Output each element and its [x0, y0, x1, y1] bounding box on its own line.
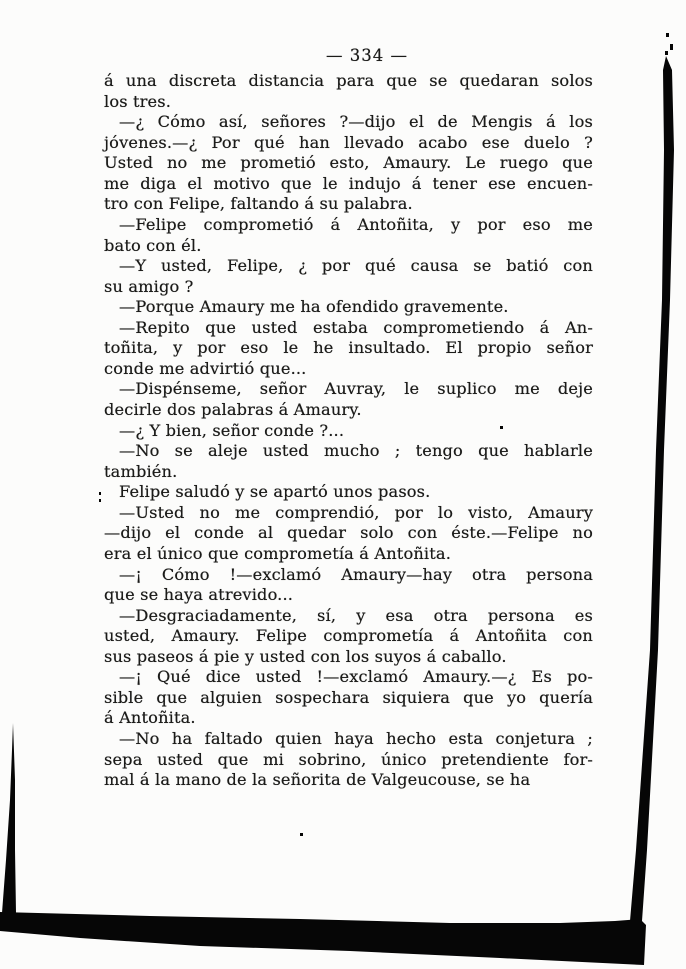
- scan-artifact-left-streak: [2, 723, 16, 913]
- scan-speckle: [666, 33, 669, 37]
- text-line: —Usted no me comprendió, por lo visto, Amaury: [119, 502, 593, 522]
- text-line: toñita, y por eso le he insultado. El propio señor: [104, 338, 593, 358]
- scan-speckle: [670, 44, 673, 50]
- text-line: —No ha faltado quien haya hecho esta conjetura ;: [119, 729, 593, 748]
- text-line: á una discreta distancia para que se quedaran solos: [104, 71, 593, 90]
- scan-artifact-bottom-band: [0, 912, 646, 965]
- text-line: —Porque Amaury me ha ofendido gravemente.: [119, 297, 509, 317]
- text-line: me diga el motivo que le indujo á tener ese encuen-: [104, 173, 593, 193]
- text-line: sible que alguien sospechara siquiera que yo quería: [104, 687, 593, 707]
- text-line: —Desgraciadamente, sí, y esa otra persona es: [119, 605, 593, 625]
- text-line: Felipe saludó y se apartó unos pasos.: [119, 482, 431, 502]
- text-line: —Dispénseme, señor Auvray, le suplico me deje: [119, 379, 593, 399]
- text-line: —¡ Cómo !—exclamó Amaury—hay otra persona: [119, 564, 593, 584]
- text-line: los tres.: [104, 91, 172, 111]
- text-line: —¿ Y bien, señor conde ?...: [119, 420, 345, 440]
- scan-speckle: [300, 833, 303, 836]
- text-line: su amigo ?: [104, 276, 194, 296]
- scan-speckle: [99, 499, 101, 502]
- text-line: sepa usted que mi sobrino, único pretendiente for-: [104, 749, 593, 769]
- text-line: Usted no me prometió esto, Amaury. Le ruego que: [104, 153, 593, 173]
- scan-artifact-right-streak: [630, 56, 674, 921]
- text-line: —dijo el conde al quedar solo con éste.—Felipe no: [104, 523, 593, 543]
- page-number: — 334 —: [326, 46, 408, 65]
- text-line: —Repito que usted estaba comprometiendo á An-: [119, 317, 593, 337]
- text-line: —Y usted, Felipe, ¿ por qué causa se batió con: [119, 256, 593, 276]
- text-line: á Antoñita.: [104, 708, 196, 728]
- text-line: era el único que comprometía á Antoñita.: [104, 543, 451, 563]
- text-line: bato con él.: [104, 235, 202, 255]
- scan-speckle: [99, 492, 101, 495]
- text-line: —No se aleje usted mucho ; tengo que hablarle: [119, 441, 593, 461]
- text-line: sus paseos á pie y usted con los suyos á caballo.: [104, 646, 507, 666]
- text-line: que se haya atrevido...: [104, 585, 294, 605]
- text-line: —¿ Cómo así, señores ?—dijo el de Mengis á los: [119, 112, 593, 132]
- text-line: conde me advirtió que...: [104, 358, 307, 378]
- scan-speckle: [665, 51, 668, 55]
- text-line: jóvenes.—¿ Por qué han llevado acabo ese duelo ?: [104, 132, 593, 152]
- text-line: —¡ Qué dice usted !—exclamó Amaury.—¿ Es po-: [119, 667, 593, 687]
- text-line: tro con Felipe, faltando á su palabra.: [104, 194, 413, 214]
- text-line: usted, Amaury. Felipe comprometía á Antoñita con: [104, 626, 593, 646]
- text-line: mal á la mano de la señorita de Valgeucouse, se ha: [104, 770, 531, 790]
- text-line: también.: [104, 461, 178, 481]
- text-line: decirle dos palabras á Amaury.: [104, 400, 362, 419]
- text-line: —Felipe comprometió á Antoñita, y por eso me: [119, 214, 593, 234]
- text-block: [104, 71, 593, 791]
